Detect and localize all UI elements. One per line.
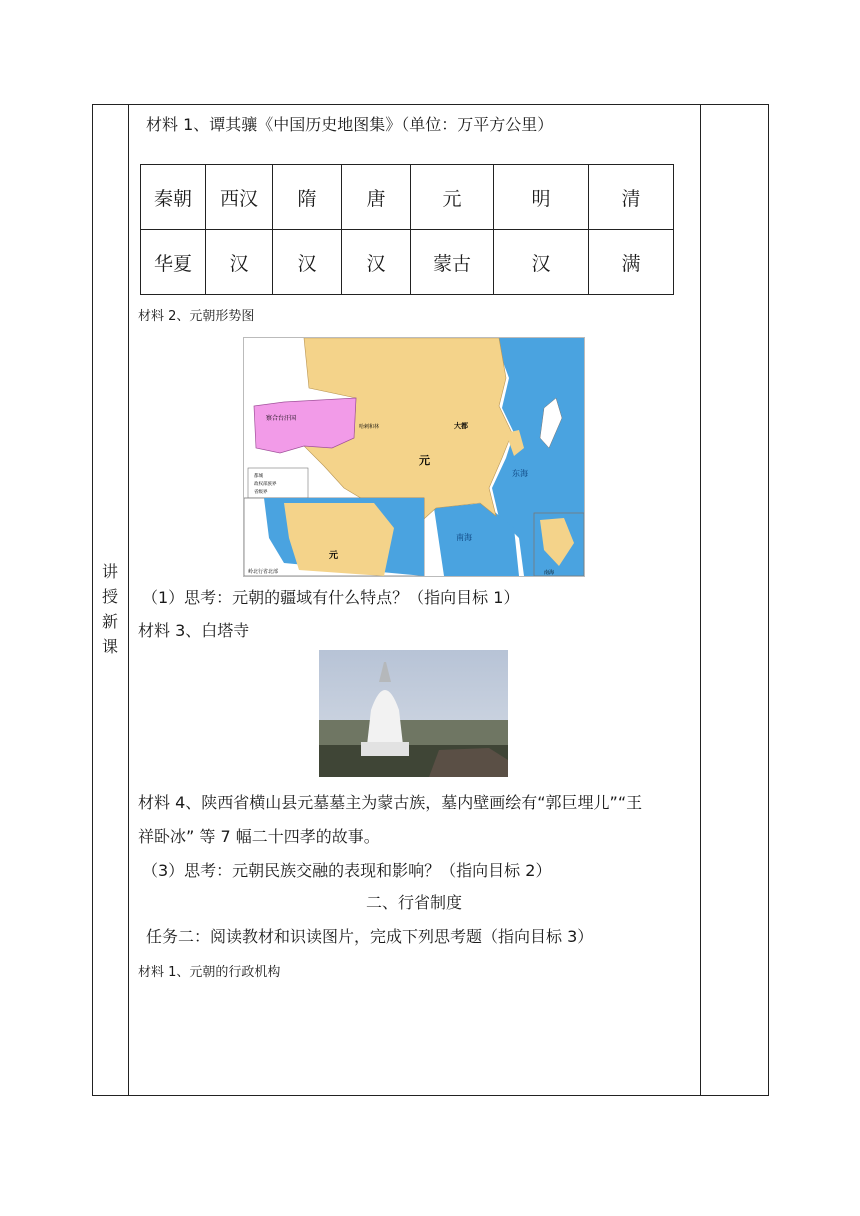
table-cell: 汉 [342,230,411,295]
think-question-3: （3）思考：元朝民族交融的表现和影响？（指向目标 2） [142,861,552,880]
task-2: 任务二：阅读教材和识读图片，完成下列思考题（指向目标 3） [146,927,594,946]
table-cell: 隋 [273,165,342,230]
table-row [141,165,674,230]
table-cell: 汉 [494,230,589,295]
map-label: 东海 [512,469,528,478]
map-label: 元 [329,551,339,561]
map-label: 岭北行省北部 [248,569,279,575]
table-cell: 满 [589,230,674,295]
legend-item: 都城 [254,474,263,479]
table-cell: 西汉 [206,165,273,230]
map-label: 元 [419,454,430,467]
side-label: 讲授新课 [101,562,118,656]
table-row [141,230,674,295]
material4-line2: 祥卧冰” 等 7 幅二十四孝的故事。 [138,827,380,846]
side-column [92,104,128,1096]
table-cell: 秦朝 [141,165,206,230]
table-cell: 华夏 [141,230,206,295]
map-label: 南海 [456,533,472,542]
table-cell: 清 [589,165,674,230]
table-cell: 唐 [342,165,411,230]
dynasty-table [140,164,674,295]
legend-item: 政权部族界 [254,482,277,487]
map-label: 大都 [454,422,468,430]
material3-heading: 材料 3、白塔寺 [138,621,250,640]
white-pagoda-photo [319,650,508,777]
table-cell: 元 [411,165,494,230]
material2-heading: 材料 2、元朝形势图 [138,309,255,324]
material4-line1: 材料 4、陕西省横山县元墓墓主为蒙古族，墓内壁画绘有“郭巨埋儿”“王 [138,793,643,812]
table-cell: 明 [494,165,589,230]
think-question-1: （1）思考：元朝的疆域有什么特点？（指向目标 1） [142,588,520,607]
column-divider-right [700,104,701,1096]
map-label: 哈剌和林 [359,424,380,430]
yuan-dynasty-map [243,337,585,577]
table-cell: 汉 [273,230,342,295]
map-label: 南海 [544,570,555,576]
table-cell: 汉 [206,230,273,295]
legend-item: 省级界 [254,490,268,495]
material1-heading: 材料 1、谭其骧《中国历史地图集》（单位：万平方公里） [146,115,554,134]
table-cell: 蒙古 [411,230,494,295]
material1b-heading: 材料 1、元朝的行政机构 [138,965,281,980]
map-label: 察合台汗国 [266,415,297,422]
column-divider-left [128,104,129,1096]
section-title: 二、行省制度 [366,893,463,912]
